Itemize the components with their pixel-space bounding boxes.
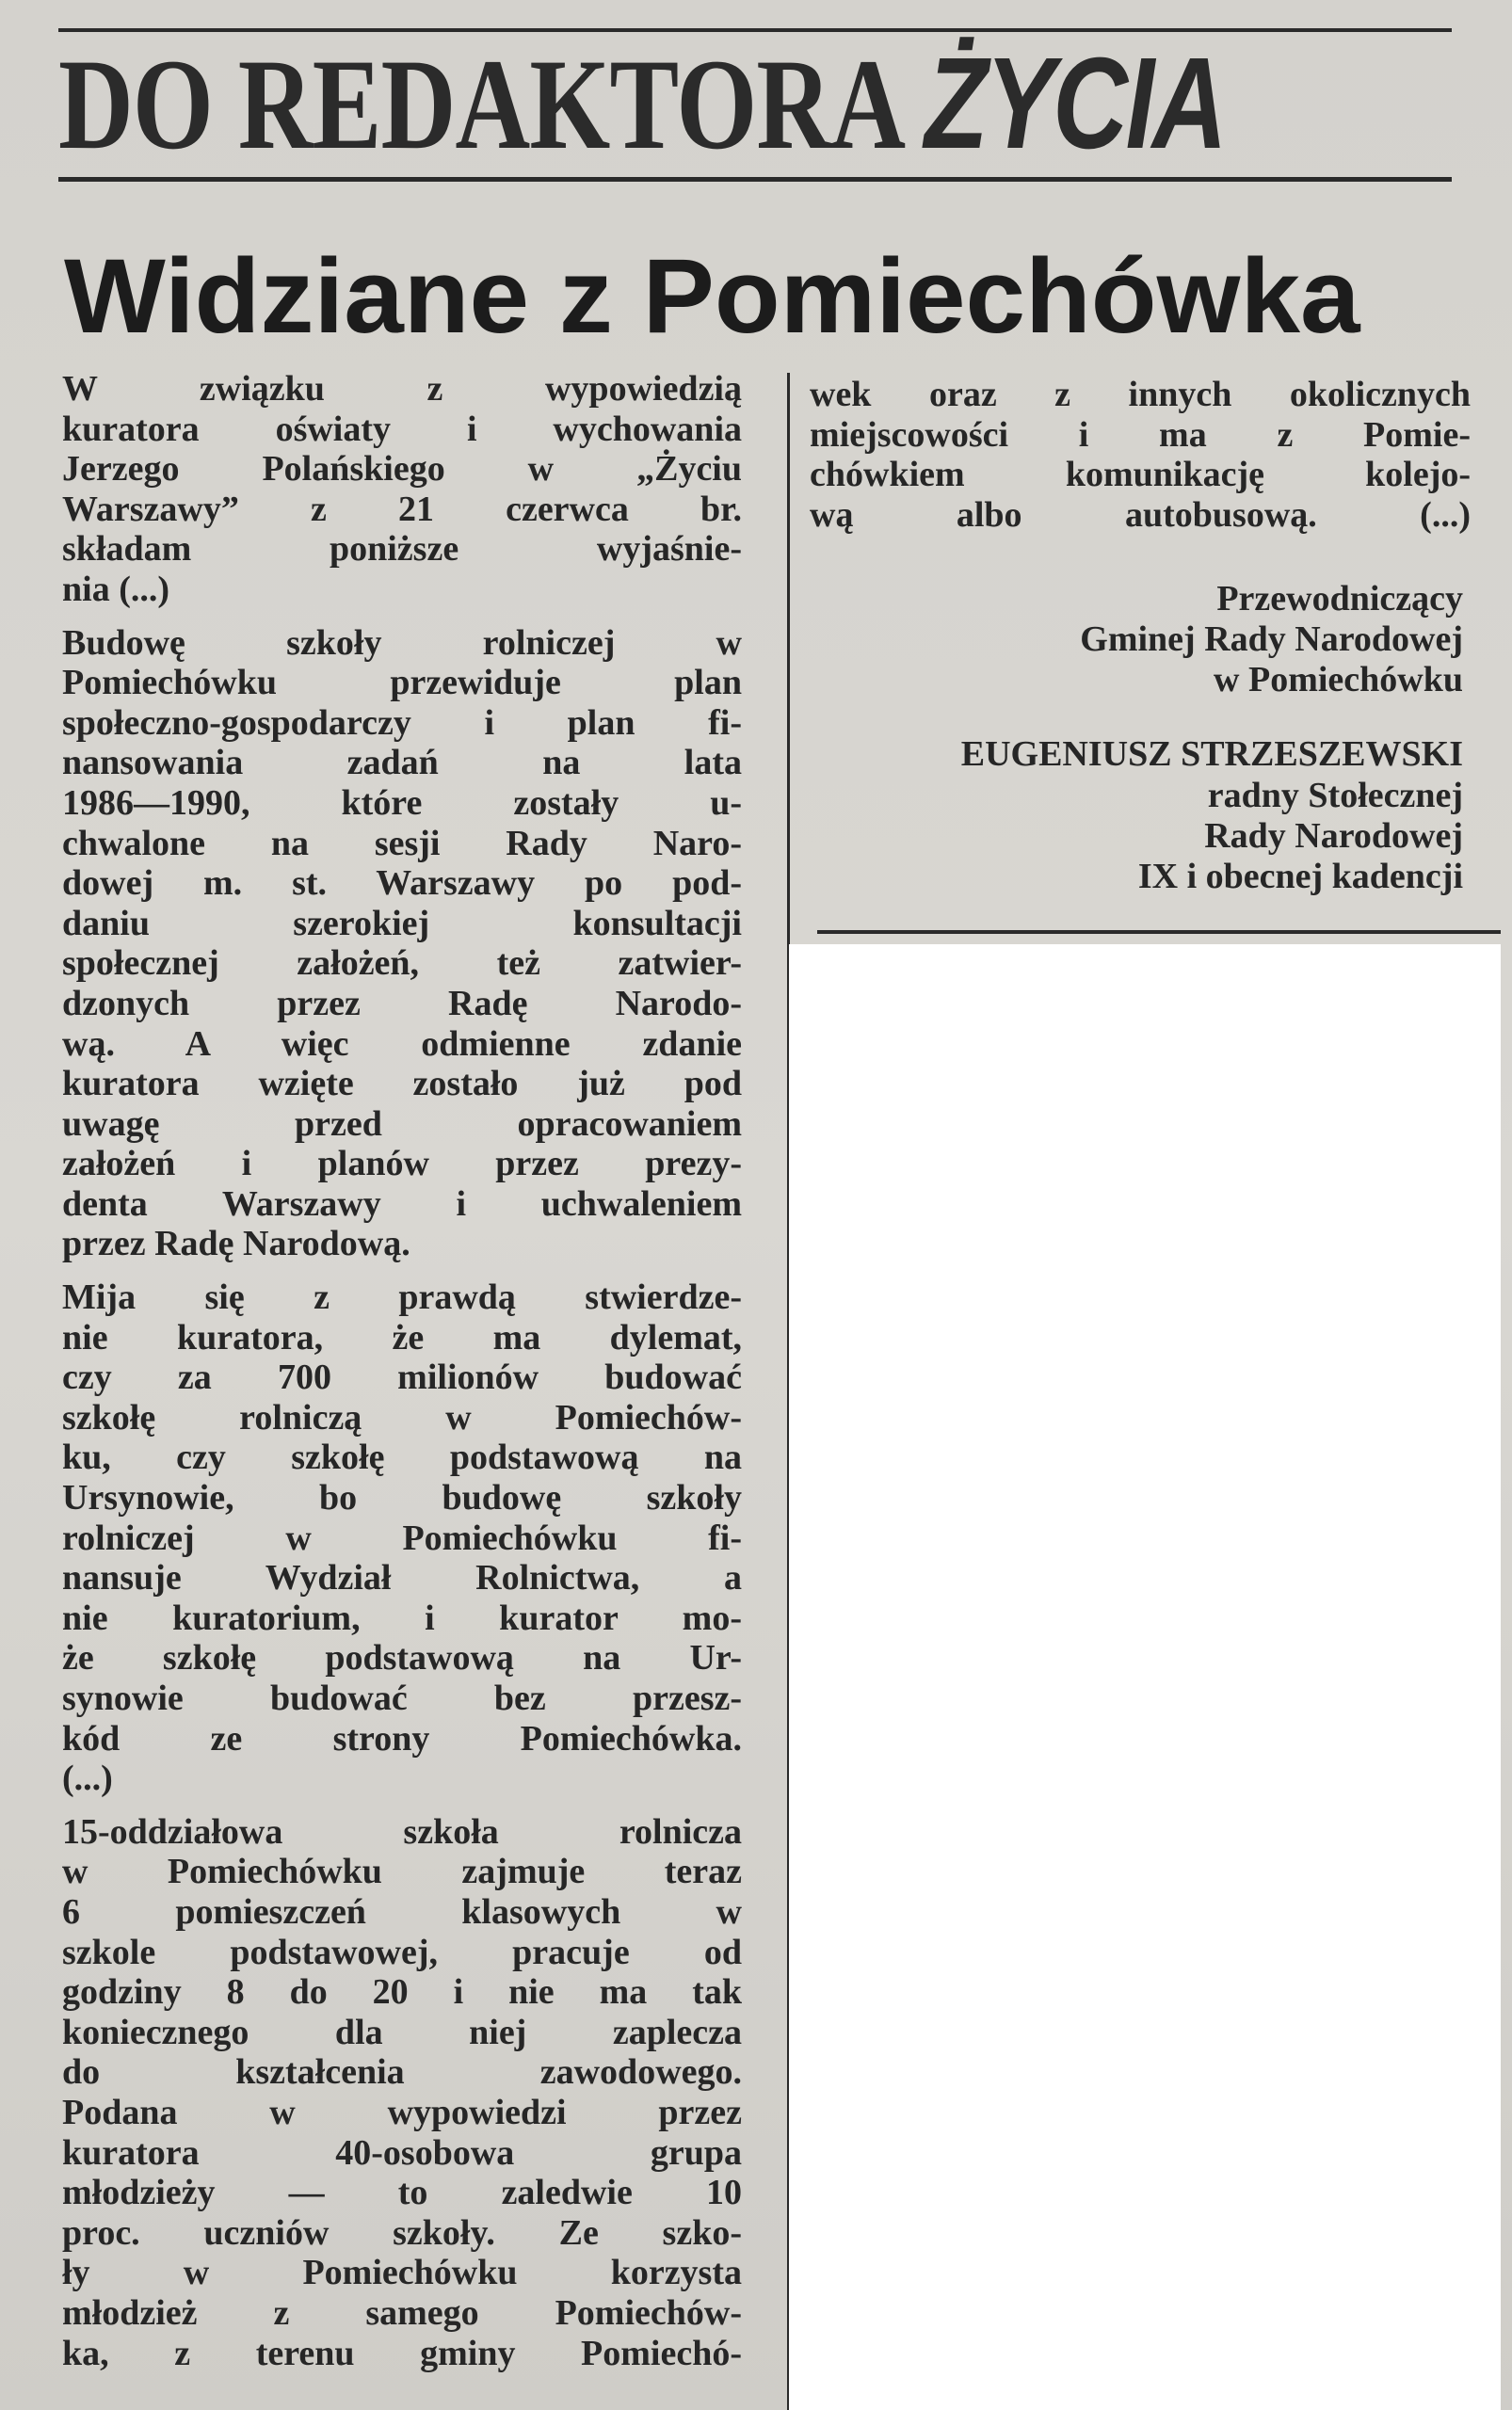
- left-column-line: szkołę rolniczą w Pomiechów-: [62, 1397, 742, 1438]
- left-column-line: ku, czy szkołę podstawową na: [62, 1438, 742, 1478]
- left-column-line: społecznej założeń, też zatwier-: [62, 943, 742, 984]
- left-column-line: społeczno-gospodarczy i plan fi-: [62, 702, 742, 743]
- masthead: [58, 31, 1226, 176]
- paragraph-gap: [62, 610, 742, 623]
- left-column-line: denta Warszawy i uchwaleniem: [62, 1183, 742, 1224]
- left-column-line: kuratora 40-osobowa grupa: [62, 2132, 742, 2173]
- masthead-prefix: DO REDAKTORA: [58, 32, 925, 176]
- left-column-line: składam poniższe wyjaśnie-: [62, 529, 742, 570]
- left-column-line: W związku z wypowiedzią: [62, 369, 742, 409]
- left-column-line: wą. A więc odmienne zdanie: [62, 1023, 742, 1064]
- left-column-line: ły w Pomiechówku korzysta: [62, 2253, 742, 2293]
- left-column-line: koniecznego dla niej zaplecza: [62, 2012, 742, 2052]
- left-column-line: daniu szerokiej konsultacji: [62, 903, 742, 943]
- left-column-line: Jerzego Polańskiego w „Życiu: [62, 449, 742, 490]
- left-column-line: do kształcenia zawodowego.: [62, 2052, 742, 2093]
- left-column-line: (...): [62, 1759, 113, 1799]
- left-column-line: nia (...): [62, 569, 169, 609]
- right-column-line: chówkiem komunikację kolejo-: [810, 455, 1471, 495]
- left-column-line: ka, z terenu gminy Pomiechó-: [62, 2333, 742, 2373]
- left-column-line: szkole podstawowej, pracuje od: [62, 1932, 742, 1972]
- left-column-line: Podana w wypowiedzi przez: [62, 2092, 742, 2132]
- left-column-line: 6 pomieszczeń klasowych w: [62, 1891, 742, 1932]
- article-headline: Widziane z Pomiechówka: [64, 237, 1360, 355]
- left-column-line: nie kuratora, że ma dylemat,: [62, 1317, 742, 1358]
- signature-role-2: Rady Narodowej: [1204, 816, 1463, 856]
- right-column-line: wą albo autobusową. (...): [810, 494, 1471, 535]
- left-column-line: rolniczej w Pomiechówku fi-: [62, 1518, 742, 1558]
- blank-area: [789, 944, 1501, 2410]
- left-column-line: nie kuratorium, i kurator mo-: [62, 1598, 742, 1638]
- left-column-line: Pomiechówku przewiduje plan: [62, 663, 742, 703]
- signature-title-2: Gminej Rady Narodowej: [1080, 619, 1463, 659]
- left-column-line: w Pomiechówku zajmuje teraz: [62, 1852, 742, 1892]
- masthead-brand: ŻYCIA: [924, 31, 1226, 176]
- left-column-line: nansowania zadań na lata: [62, 743, 742, 783]
- left-column-line: kód ze strony Pomiechówka.: [62, 1718, 742, 1759]
- left-column-line: przez Radę Narodową.: [62, 1224, 410, 1264]
- left-column-line: Budowę szkoły rolniczej w: [62, 622, 742, 663]
- paragraph-gap: [62, 1264, 742, 1277]
- signature-title-1: Przewodniczący: [1216, 579, 1463, 619]
- left-column-line: czy za 700 milionów budować: [62, 1358, 742, 1398]
- left-column-line: 15-oddziałowa szkoła rolnicza: [62, 1811, 742, 1852]
- left-column-line: synowie budować bez przesz-: [62, 1679, 742, 1718]
- left-column-line: 1986—1990, które zostały u-: [62, 782, 742, 823]
- left-column-line: Mija się z prawdą stwierdze-: [62, 1277, 742, 1318]
- left-column-line: kuratora oświaty i wychowania: [62, 409, 742, 449]
- left-column-line: młodzieży — to zaledwie 10: [62, 2173, 742, 2213]
- left-column-line: uwagę przed opracowaniem: [62, 1103, 742, 1144]
- left-column-line: założeń i planów przez prezy-: [62, 1144, 742, 1184]
- masthead-underline: [58, 177, 1452, 182]
- left-column-line: Warszawy” z 21 czerwca br.: [62, 489, 742, 529]
- left-column-line: młodzież z samego Pomiechów-: [62, 2292, 742, 2333]
- signature-role-1: radny Stołecznej: [1207, 776, 1463, 815]
- left-column-line: nansuje Wydział Rolnictwa, a: [62, 1558, 742, 1599]
- right-column-line: wek oraz z innych okolicznych: [810, 375, 1471, 414]
- left-column-line: dzonych przez Radę Narodo-: [62, 983, 742, 1023]
- paragraph-gap: [62, 1799, 742, 1812]
- left-column-line: godziny 8 do 20 i nie ma tak: [62, 1972, 742, 2013]
- left-column-line: dowej m. st. Warszawy po pod-: [62, 863, 742, 904]
- left-column-line: proc. uczniów szkoły. Ze szko-: [62, 2212, 742, 2253]
- signature-title-3: w Pomiechówku: [1214, 660, 1463, 699]
- left-column: [62, 369, 742, 2373]
- right-column-line: miejscowości i ma z Pomie-: [810, 414, 1471, 455]
- left-column-line: kuratora wzięte zostało już pod: [62, 1064, 742, 1104]
- left-column-line: Ursynowie, bo budowę szkoły: [62, 1478, 742, 1518]
- left-column-line: że szkołę podstawową na Ur-: [62, 1638, 742, 1679]
- right-column: [810, 375, 1471, 535]
- left-column-line: chwalone na sesji Rady Naro-: [62, 823, 742, 863]
- signature-role-3: IX i obecnej kadencji: [1137, 857, 1463, 896]
- signature-bottom-rule: [817, 930, 1501, 934]
- signature-name: EUGENIUSZ STRZESZEWSKI: [960, 734, 1463, 774]
